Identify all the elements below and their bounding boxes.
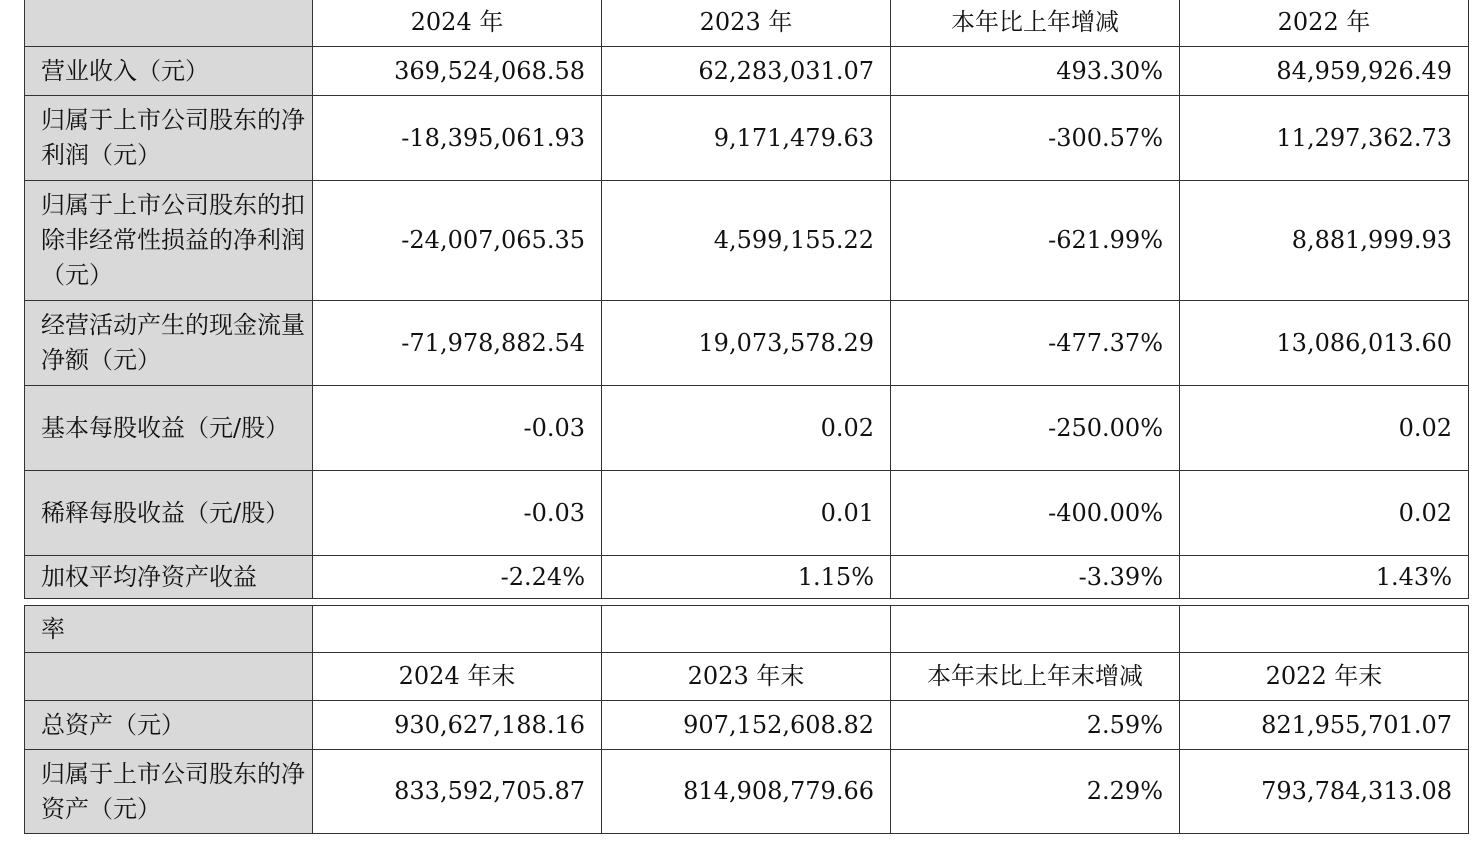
cell-2024: -2.24% [313, 556, 602, 599]
financial-table-balance [24, 605, 1469, 834]
cell-change: -400.00% [891, 471, 1180, 556]
empty-cell [891, 606, 1180, 653]
cell-2024: -18,395,061.93 [313, 96, 602, 181]
header-2023-end: 2023 年末 [602, 653, 891, 701]
empty-cell [1180, 606, 1469, 653]
header-change: 本年比上年增减 [891, 0, 1180, 47]
table-row [25, 471, 1469, 556]
cell-2022: 821,955,701.07 [1180, 701, 1469, 750]
cell-2022: 8,881,999.93 [1180, 181, 1469, 301]
cell-2023: 0.01 [602, 471, 891, 556]
row-label: 经营活动产生的现金流量净额（元） [25, 301, 313, 386]
table-row [25, 301, 1469, 386]
cell-2022: 0.02 [1180, 471, 1469, 556]
table-header-row [25, 653, 1469, 701]
header-2024-end: 2024 年末 [313, 653, 602, 701]
row-label: 归属于上市公司股东的净利润（元） [25, 96, 313, 181]
cell-change: 2.29% [891, 750, 1180, 834]
header-corner-cell [25, 0, 313, 47]
cell-2023: 4,599,155.22 [602, 181, 891, 301]
cell-2024: 833,592,705.87 [313, 750, 602, 834]
cell-2023: 907,152,608.82 [602, 701, 891, 750]
table-row-continued [25, 606, 1469, 653]
financial-table-main [24, 0, 1469, 599]
empty-cell [313, 606, 602, 653]
cell-2023: 9,171,479.63 [602, 96, 891, 181]
cell-2023: 814,908,779.66 [602, 750, 891, 834]
cell-2024: -71,978,882.54 [313, 301, 602, 386]
cell-2023: 19,073,578.29 [602, 301, 891, 386]
row-label-continued: 率 [25, 606, 313, 653]
cell-2022: 11,297,362.73 [1180, 96, 1469, 181]
cell-2024: -24,007,065.35 [313, 181, 602, 301]
cell-change: -3.39% [891, 556, 1180, 599]
table-row [25, 556, 1469, 599]
row-label: 归属于上市公司股东的扣除非经常性损益的净利润（元） [25, 181, 313, 301]
header-corner-cell [25, 653, 313, 701]
table-row [25, 181, 1469, 301]
cell-2022: 793,784,313.08 [1180, 750, 1469, 834]
header-2024: 2024 年 [313, 0, 602, 47]
row-label: 加权平均净资产收益 [25, 556, 313, 599]
header-change-end: 本年末比上年末增减 [891, 653, 1180, 701]
row-label: 稀释每股收益（元/股） [25, 471, 313, 556]
cell-2023: 0.02 [602, 386, 891, 471]
cell-2022: 0.02 [1180, 386, 1469, 471]
header-2022-end: 2022 年末 [1180, 653, 1469, 701]
table-header-row [25, 0, 1469, 47]
table-row [25, 386, 1469, 471]
cell-2022: 84,959,926.49 [1180, 47, 1469, 96]
row-label: 总资产（元） [25, 701, 313, 750]
cell-2023: 1.15% [602, 556, 891, 599]
table-row [25, 96, 1469, 181]
row-label: 基本每股收益（元/股） [25, 386, 313, 471]
header-2023: 2023 年 [602, 0, 891, 47]
cell-change: -250.00% [891, 386, 1180, 471]
cell-2024: -0.03 [313, 386, 602, 471]
table-row [25, 701, 1469, 750]
row-label: 归属于上市公司股东的净资产（元） [25, 750, 313, 834]
cell-2023: 62,283,031.07 [602, 47, 891, 96]
empty-cell [602, 606, 891, 653]
cell-change: -621.99% [891, 181, 1180, 301]
cell-2024: -0.03 [313, 471, 602, 556]
table-row [25, 750, 1469, 834]
row-label: 营业收入（元） [25, 47, 313, 96]
cell-change: 2.59% [891, 701, 1180, 750]
cell-2024: 369,524,068.58 [313, 47, 602, 96]
table-row [25, 47, 1469, 96]
cell-2022: 1.43% [1180, 556, 1469, 599]
cell-change: -477.37% [891, 301, 1180, 386]
cell-2024: 930,627,188.16 [313, 701, 602, 750]
header-2022: 2022 年 [1180, 0, 1469, 47]
cell-2022: 13,086,013.60 [1180, 301, 1469, 386]
cell-change: -300.57% [891, 96, 1180, 181]
cell-change: 493.30% [891, 47, 1180, 96]
